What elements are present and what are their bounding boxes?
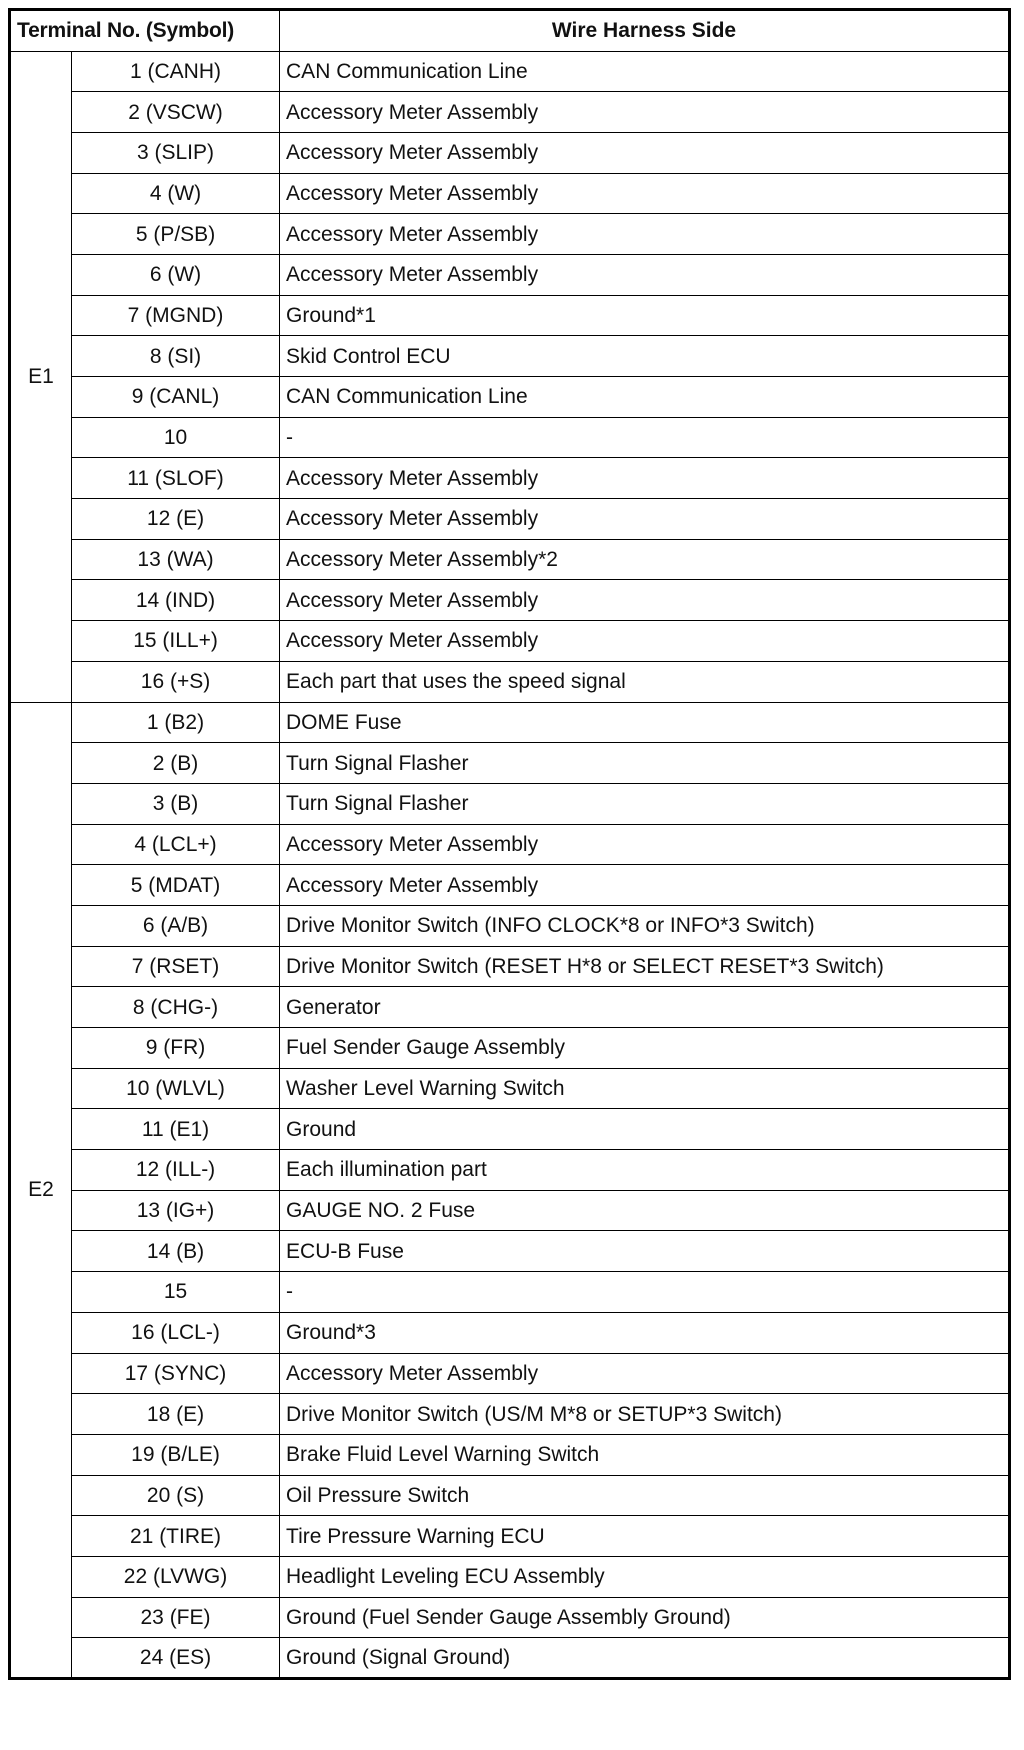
wire-harness-cell: Each part that uses the speed signal — [280, 661, 1010, 702]
table-row — [10, 743, 1010, 784]
terminal-cell: 21 (TIRE) — [72, 1516, 280, 1557]
wire-harness-cell: Oil Pressure Switch — [280, 1475, 1010, 1516]
table-row — [10, 905, 1010, 946]
table-row — [10, 1434, 1010, 1475]
wire-harness-cell: CAN Communication Line — [280, 51, 1010, 92]
table-row — [10, 1190, 1010, 1231]
terminal-cell: 4 (W) — [72, 173, 280, 214]
wire-harness-cell: Washer Level Warning Switch — [280, 1068, 1010, 1109]
terminal-cell: 17 (SYNC) — [72, 1353, 280, 1394]
wire-harness-cell: Accessory Meter Assembly — [280, 214, 1010, 255]
table-row — [10, 702, 1010, 743]
wire-harness-cell: Fuel Sender Gauge Assembly — [280, 1028, 1010, 1069]
wire-harness-cell: - — [280, 417, 1010, 458]
table-row — [10, 377, 1010, 418]
table-row — [10, 1109, 1010, 1150]
wire-harness-cell: Ground*3 — [280, 1312, 1010, 1353]
table-row — [10, 865, 1010, 906]
table-row — [10, 499, 1010, 540]
wire-harness-cell: Ground (Fuel Sender Gauge Assembly Ground) — [280, 1597, 1010, 1638]
table-row — [10, 783, 1010, 824]
terminal-cell: 12 (ILL-) — [72, 1150, 280, 1191]
wire-harness-cell: Ground*1 — [280, 295, 1010, 336]
table-row — [10, 336, 1010, 377]
terminal-cell: 1 (CANH) — [72, 51, 280, 92]
wire-harness-cell: Accessory Meter Assembly — [280, 865, 1010, 906]
table-row — [10, 173, 1010, 214]
wire-harness-cell: Each illumination part — [280, 1150, 1010, 1191]
terminal-cell: 14 (B) — [72, 1231, 280, 1272]
terminal-cell: 1 (B2) — [72, 702, 280, 743]
table-row — [10, 1150, 1010, 1191]
header-wire-harness-side: Wire Harness Side — [280, 10, 1010, 52]
terminal-cell: 16 (LCL-) — [72, 1312, 280, 1353]
table-row — [10, 1638, 1010, 1679]
wire-harness-cell: Accessory Meter Assembly — [280, 621, 1010, 662]
terminal-cell: 11 (E1) — [72, 1109, 280, 1150]
header-terminal-no: Terminal No. (Symbol) — [10, 10, 280, 52]
wire-harness-cell: Skid Control ECU — [280, 336, 1010, 377]
terminal-table-container — [8, 8, 1011, 1680]
wire-harness-cell: CAN Communication Line — [280, 377, 1010, 418]
wire-harness-cell: GAUGE NO. 2 Fuse — [280, 1190, 1010, 1231]
table-row — [10, 1028, 1010, 1069]
terminal-cell: 24 (ES) — [72, 1638, 280, 1679]
terminal-cell: 22 (LVWG) — [72, 1556, 280, 1597]
terminal-cell: 6 (A/B) — [72, 905, 280, 946]
connector-cell: E1 — [10, 51, 72, 702]
terminal-cell: 23 (FE) — [72, 1597, 280, 1638]
wire-harness-cell: Drive Monitor Switch (US/M M*8 or SETUP*3 Switch) — [280, 1394, 1010, 1435]
wire-harness-cell: Accessory Meter Assembly — [280, 824, 1010, 865]
table-row — [10, 621, 1010, 662]
table-row — [10, 539, 1010, 580]
terminal-cell: 13 (IG+) — [72, 1190, 280, 1231]
table-row — [10, 1312, 1010, 1353]
terminal-cell: 10 (WLVL) — [72, 1068, 280, 1109]
table-row — [10, 458, 1010, 499]
wire-harness-cell: Accessory Meter Assembly — [280, 1353, 1010, 1394]
wire-harness-cell: Turn Signal Flasher — [280, 783, 1010, 824]
terminal-cell: 7 (RSET) — [72, 946, 280, 987]
wire-harness-cell: DOME Fuse — [280, 702, 1010, 743]
table-row — [10, 1068, 1010, 1109]
terminal-cell: 12 (E) — [72, 499, 280, 540]
terminal-cell: 15 (ILL+) — [72, 621, 280, 662]
table-row — [10, 1475, 1010, 1516]
terminal-cell: 8 (CHG-) — [72, 987, 280, 1028]
terminal-cell: 8 (SI) — [72, 336, 280, 377]
wire-harness-cell: - — [280, 1272, 1010, 1313]
terminal-cell: 2 (VSCW) — [72, 92, 280, 133]
table-row — [10, 1272, 1010, 1313]
wire-harness-cell: Generator — [280, 987, 1010, 1028]
terminal-cell: 15 — [72, 1272, 280, 1313]
terminal-cell: 2 (B) — [72, 743, 280, 784]
table-header-row — [10, 10, 1010, 52]
terminal-cell: 9 (FR) — [72, 1028, 280, 1069]
terminal-table — [8, 8, 1011, 1680]
table-row — [10, 1394, 1010, 1435]
terminal-cell: 13 (WA) — [72, 539, 280, 580]
wire-harness-cell: Drive Monitor Switch (INFO CLOCK*8 or INFO*3 Switch) — [280, 905, 1010, 946]
terminal-cell: 7 (MGND) — [72, 295, 280, 336]
table-row — [10, 1597, 1010, 1638]
terminal-cell: 9 (CANL) — [72, 377, 280, 418]
terminal-cell: 10 — [72, 417, 280, 458]
wire-harness-cell: Accessory Meter Assembly — [280, 92, 1010, 133]
wire-harness-cell: Accessory Meter Assembly*2 — [280, 539, 1010, 580]
wire-harness-cell: Turn Signal Flasher — [280, 743, 1010, 784]
wire-harness-cell: Accessory Meter Assembly — [280, 458, 1010, 499]
terminal-cell: 6 (W) — [72, 254, 280, 295]
terminal-cell: 20 (S) — [72, 1475, 280, 1516]
wire-harness-cell: Ground — [280, 1109, 1010, 1150]
wire-harness-cell: Accessory Meter Assembly — [280, 254, 1010, 295]
terminal-cell: 16 (+S) — [72, 661, 280, 702]
table-row — [10, 661, 1010, 702]
table-row — [10, 132, 1010, 173]
table-row — [10, 824, 1010, 865]
table-row — [10, 1516, 1010, 1557]
table-row — [10, 254, 1010, 295]
terminal-cell: 11 (SLOF) — [72, 458, 280, 499]
table-row — [10, 92, 1010, 133]
wire-harness-cell: Accessory Meter Assembly — [280, 580, 1010, 621]
table-row — [10, 51, 1010, 92]
terminal-cell: 3 (B) — [72, 783, 280, 824]
terminal-cell: 5 (MDAT) — [72, 865, 280, 906]
wire-harness-cell: Accessory Meter Assembly — [280, 132, 1010, 173]
table-row — [10, 295, 1010, 336]
terminal-cell: 19 (B/LE) — [72, 1434, 280, 1475]
terminal-cell: 14 (IND) — [72, 580, 280, 621]
table-row — [10, 417, 1010, 458]
table-row — [10, 580, 1010, 621]
table-row — [10, 946, 1010, 987]
terminal-cell: 3 (SLIP) — [72, 132, 280, 173]
wire-harness-cell: Drive Monitor Switch (RESET H*8 or SELECT RESET*3 Switch) — [280, 946, 1010, 987]
wire-harness-cell: Tire Pressure Warning ECU — [280, 1516, 1010, 1557]
table-body — [10, 51, 1010, 1679]
terminal-cell: 5 (P/SB) — [72, 214, 280, 255]
terminal-cell: 4 (LCL+) — [72, 824, 280, 865]
table-row — [10, 1556, 1010, 1597]
table-row — [10, 987, 1010, 1028]
table-row — [10, 214, 1010, 255]
terminal-cell: 18 (E) — [72, 1394, 280, 1435]
wire-harness-cell: ECU-B Fuse — [280, 1231, 1010, 1272]
wire-harness-cell: Headlight Leveling ECU Assembly — [280, 1556, 1010, 1597]
table-row — [10, 1231, 1010, 1272]
wire-harness-cell: Ground (Signal Ground) — [280, 1638, 1010, 1679]
wire-harness-cell: Accessory Meter Assembly — [280, 499, 1010, 540]
wire-harness-cell: Brake Fluid Level Warning Switch — [280, 1434, 1010, 1475]
table-row — [10, 1353, 1010, 1394]
wire-harness-cell: Accessory Meter Assembly — [280, 173, 1010, 214]
connector-cell: E2 — [10, 702, 72, 1679]
